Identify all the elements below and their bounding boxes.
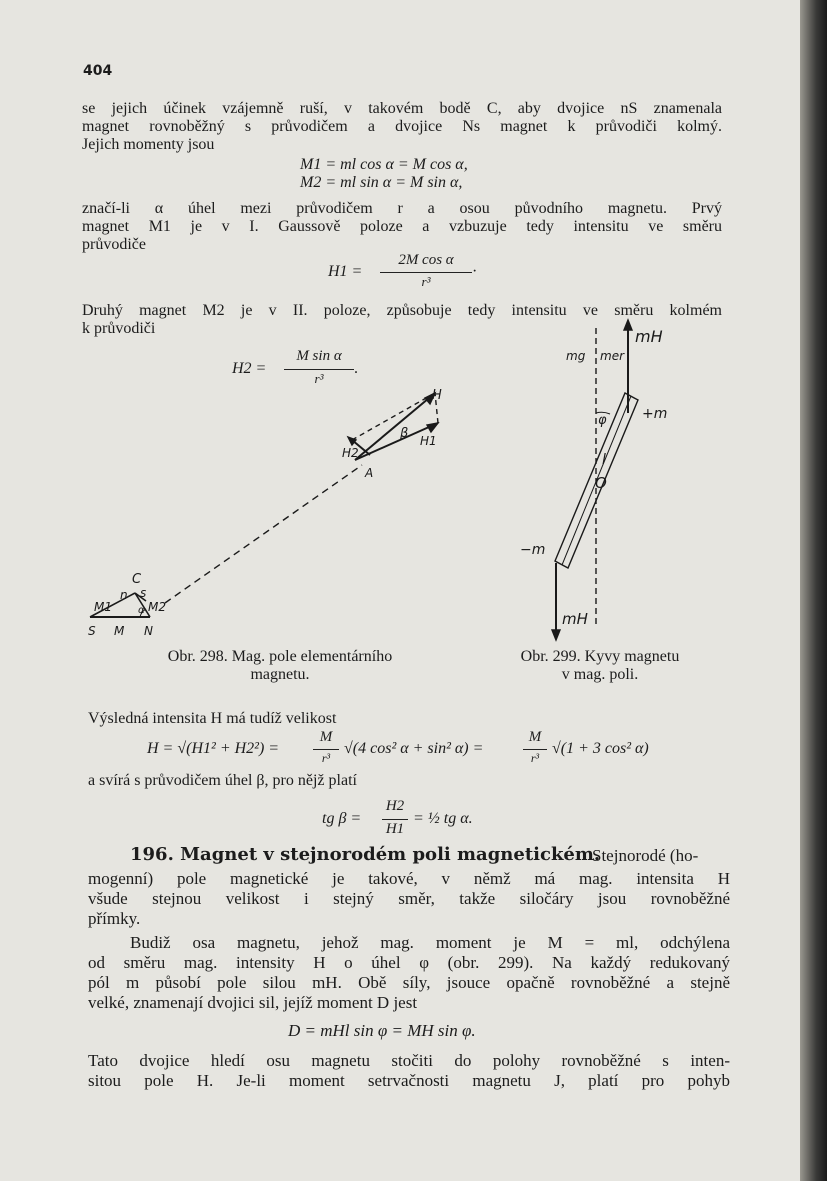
text-line: se jejich účinek vzájemně ruší, v takovém bodě C, aby dvojice nS znamenala — [82, 100, 722, 117]
book-spine-shadow — [800, 0, 827, 1181]
equation-d: D = mHl sin φ = MH sin φ. — [288, 1021, 476, 1040]
fig299-label: mH — [635, 327, 663, 346]
text-line: průvodiče — [82, 236, 146, 253]
fraction-bar — [382, 819, 408, 820]
fraction-bar — [523, 749, 547, 750]
text-line: a svírá s průvodičem úhel β, pro nějž platí — [88, 772, 357, 789]
equation-m1: M1 = ml cos α = M cos α, — [300, 156, 468, 173]
page-number: 404 — [83, 63, 113, 79]
text-line: přímky. — [88, 909, 141, 928]
text-line: Druhý magnet M2 je v II. poloze, způsobuje tedy intensitu ve směru kolmém — [82, 302, 722, 319]
fig299-label: mer — [600, 349, 625, 363]
text-line: magnet M1 je v I. Gaussově poloze a vzbuzuje tedy intensitu ve směru — [82, 218, 722, 235]
fig298-label: C — [132, 572, 142, 587]
equation-h-part1: H = √(H1² + H2²) = — [147, 740, 280, 757]
text-line: magnet rovnoběžný s průvodičem a dvojice Ns magnet k průvodiči kolmý. — [82, 118, 722, 135]
equation-h1-lhs: H1 = — [328, 263, 363, 280]
text-line: značí-li α úhel mezi průvodičem r a osou původního magnetu. Prvý — [82, 200, 722, 217]
text-line: Stejnorodé (ho- — [592, 846, 699, 865]
text-line: všude stejnou velikost i stejný směr, takže siločáry jsou rovnoběžné — [88, 889, 730, 908]
fig298-label: s — [140, 586, 147, 600]
equation-h2-tail: . — [354, 360, 358, 377]
figure-298-caption: magnetu. — [250, 666, 310, 683]
equation-tg-den: H1 — [385, 821, 405, 837]
fig298-label: M2 — [148, 600, 166, 614]
equation-tg-num: H2 — [385, 798, 405, 814]
section-heading: 196. Magnet v stejnorodém poli magnetickém. — [130, 844, 601, 865]
equation-h-num2: M — [528, 729, 542, 745]
equation-h-den2: r³ — [530, 751, 540, 765]
text-line: Výsledná intensita H má tudíž velikost — [88, 710, 337, 727]
fig298-label: N — [144, 624, 153, 638]
equation-tg-rhs: = ½ tg α. — [413, 810, 473, 827]
equation-h1-numerator: 2M cos α — [398, 252, 454, 268]
text-line: Jejich momenty jsou — [82, 136, 215, 153]
fig299-label: O — [595, 474, 607, 492]
equation-h-den1: r³ — [321, 751, 331, 765]
equation-h-root1: √(4 cos² α + sin² α) = — [344, 740, 484, 757]
text-line: Tato dvojice hledí osu magnetu stočiti do polohy rovnoběžné s inten- — [88, 1051, 730, 1070]
fig299-label: mH — [562, 610, 588, 628]
text-line: od směru mag. intensity H o úhel φ (obr. 299). Na každý redukovaný — [88, 953, 730, 972]
figure-298-caption: Obr. 298. Mag. pole elementárního — [167, 648, 393, 665]
equation-h-num1: M — [319, 729, 333, 745]
figure-298-diagram — [80, 385, 480, 645]
equation-h-root2: √(1 + 3 cos² α) — [552, 740, 649, 757]
equation-h1-tail: · — [472, 263, 478, 280]
equation-m2: M2 = ml sin α = M sin α, — [300, 174, 463, 191]
fig298-label: S — [88, 624, 96, 638]
equation-h1-denominator: r³ — [421, 274, 431, 289]
figure-299-diagram — [510, 318, 710, 648]
fig298-label: M — [114, 624, 125, 638]
equation-h2-lhs: H2 = — [232, 360, 267, 377]
fig299-label: +m — [642, 406, 668, 422]
fig298-label: β — [400, 426, 409, 441]
fig299-label: l — [602, 452, 606, 468]
text-line: pól m působí pole silou mH. Obě síly, jsouce opačně rovnoběžné a stejně — [88, 973, 730, 992]
fraction-bar — [380, 272, 472, 273]
text-line: k průvodiči — [82, 320, 156, 337]
equation-h2-numerator: M sin α — [296, 348, 342, 364]
fig299-label: φ — [598, 413, 607, 428]
fraction-bar — [284, 369, 354, 370]
text-line: sitou pole H. Je-li moment setrvačnosti magnetu J, platí pro pohyb — [88, 1071, 730, 1090]
fig298-label: H2 — [342, 446, 359, 460]
fig298-label: α — [138, 605, 145, 616]
equation-h2-denominator: r³ — [314, 371, 324, 386]
fraction-bar — [313, 749, 339, 750]
fig299-label: mg — [566, 349, 586, 363]
text-line: mogenní) pole magnetické je takové, v němž má mag. intensita H — [88, 869, 730, 888]
figure-299-caption: v mag. poli. — [561, 666, 639, 683]
figure-299-caption: Obr. 299. Kyvy magnetu — [520, 648, 680, 665]
fig298-label: H1 — [420, 434, 437, 448]
fig298-label: n — [120, 588, 128, 602]
text-line: velké, znamenají dvojici sil, jejíž moment D jest — [88, 993, 418, 1012]
text-line: Budiž osa magnetu, jehož mag. moment je M = ml, odchýlena — [130, 933, 730, 952]
fig299-label: −m — [520, 542, 546, 558]
fig298-label: M1 — [94, 600, 112, 614]
equation-tg-lhs: tg β = — [322, 810, 362, 827]
fig298-label: H — [432, 388, 442, 403]
fig298-label: A — [365, 466, 374, 480]
